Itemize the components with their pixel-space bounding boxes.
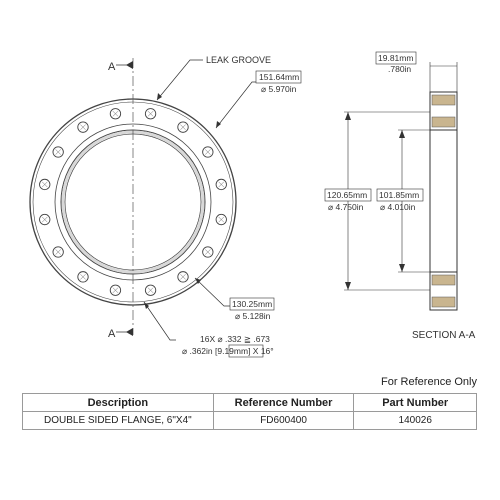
bolt-hole <box>78 122 88 132</box>
outer-diameter-dimension <box>216 71 301 128</box>
hole-callout-line1: 16X ⌀ .332 ≧ .673 <box>200 334 270 344</box>
section-inner-arrow-top <box>399 130 405 138</box>
bolt-hole <box>110 285 120 295</box>
leak-groove-callout <box>157 55 271 100</box>
od-mm-text: 151.64mm <box>259 72 300 82</box>
dim-outer-in-text: ⌀ 4.750in <box>328 202 364 212</box>
bolt-circle-dimension <box>195 278 274 321</box>
section-hatch-top-2 <box>432 117 455 127</box>
bolt-hole <box>178 272 188 282</box>
hole-callout-line2: ⌀ .362in [9.19mm] X 16° <box>182 346 274 356</box>
section-title: SECTION A-A <box>412 330 476 341</box>
section-marker-top-label: A <box>108 61 116 73</box>
bolt-hole <box>145 109 155 119</box>
table-header-row <box>23 394 477 412</box>
section-outer-arrow-top <box>345 112 351 120</box>
bolt-circle-mm-text: 130.25mm <box>232 299 273 309</box>
section-inner-arrow-bottom <box>399 264 405 272</box>
cell-reference-number: FD600400 <box>213 412 354 430</box>
section-hatch-bottom <box>432 275 455 285</box>
bolt-hole <box>40 179 50 189</box>
dim-outer-mm-text: 120.65mm <box>327 190 368 200</box>
bolt-hole <box>53 147 63 157</box>
header-description: Description <box>23 394 214 412</box>
bolt-hole <box>216 179 226 189</box>
section-hatch-bottom-2 <box>432 297 455 307</box>
dim-inner-mm-text: 101.85mm <box>379 190 420 200</box>
header-reference-number: Reference Number <box>213 394 354 412</box>
thickness-in-text: .780in <box>388 64 412 74</box>
section-marker-bottom-label: A <box>108 328 116 340</box>
bolt-hole <box>178 122 188 132</box>
thickness-dimension <box>430 62 457 92</box>
reference-table <box>22 393 477 430</box>
od-in-text: ⌀ 5.970in <box>261 84 297 94</box>
cell-description: DOUBLE SIDED FLANGE, 6"X4" <box>23 412 214 430</box>
bolt-hole <box>216 214 226 224</box>
bolt-hole <box>203 147 213 157</box>
bolt-circle-in-text: ⌀ 5.128in <box>235 311 271 321</box>
bolt-hole <box>145 285 155 295</box>
bolt-hole <box>53 247 63 257</box>
bolt-hole <box>203 247 213 257</box>
section-view <box>430 92 457 310</box>
dim-inner-in-text: ⌀ 4.010in <box>380 202 416 212</box>
bolt-hole <box>78 272 88 282</box>
reference-note: For Reference Only <box>381 376 477 388</box>
section-outer-arrow-bottom <box>345 282 351 290</box>
table-row <box>23 412 477 430</box>
leak-groove-label: LEAK GROOVE <box>206 55 272 65</box>
thickness-mm-text: 19.81mm <box>378 53 414 63</box>
header-part-number: Part Number <box>354 394 477 412</box>
bolt-hole <box>110 109 120 119</box>
section-marker-bottom <box>108 328 133 340</box>
cell-part-number: 140026 <box>354 412 477 430</box>
section-marker-top <box>108 61 133 73</box>
section-hatch-top <box>432 95 455 105</box>
bolt-hole <box>40 214 50 224</box>
